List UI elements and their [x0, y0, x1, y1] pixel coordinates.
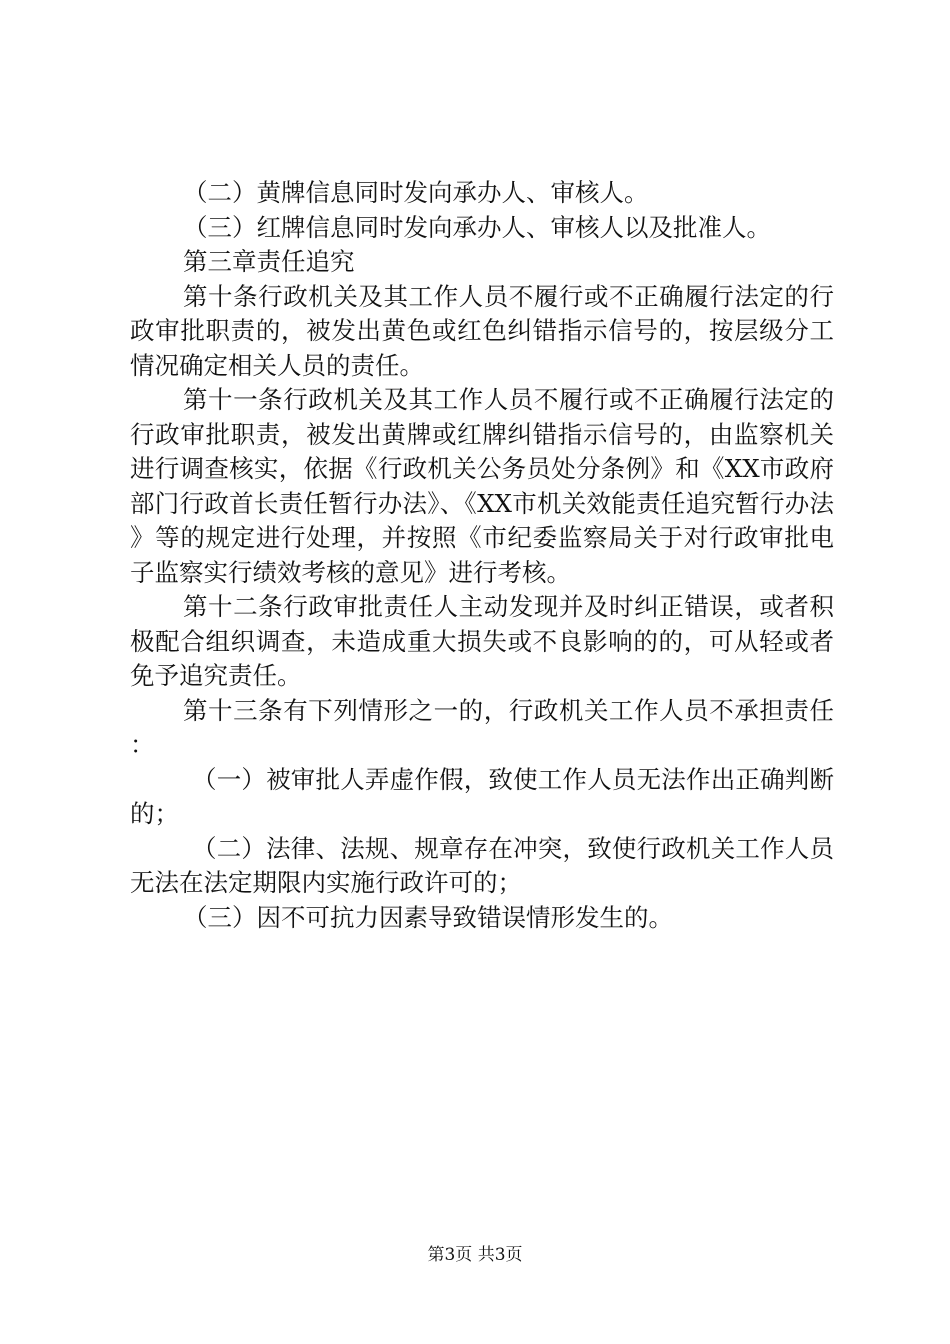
article-13: 第十三条有下列情形之一的，行政机关工作人员不承担责任：	[130, 695, 834, 759]
paragraph-item-3: （三）红牌信息同时发向承办人、审核人以及批准人。	[183, 212, 771, 242]
page-footer	[0, 1244, 950, 1266]
chapter-heading: 第三章责任追究	[183, 247, 355, 276]
paragraph-item-2: （二）黄牌信息同时发向承办人、审核人。	[183, 178, 649, 207]
page-number-label: 第3页 共3页	[427, 1245, 523, 1265]
article-11: 第十一条行政机关及其工作人员不履行或不正确履行法定的行政审批职责，被发出黄牌或红牌纠错指示信号的，由监察机关进行调查核实，依据《行政机关公务员处分条例》和《XX市政府部门行政首长责任暂行办法》、《XX市机关效能责任追究暂行办法》等的规定进行处理，并按照《市纪委监察局关于对行政审批电子监察实行绩效考核的意见》进行考核。	[130, 385, 834, 587]
article-13-item-3: （三）因不可抗力因素导致错误情形发生的。	[183, 902, 673, 932]
article-10: 第十条行政机关及其工作人员不履行或不正确履行法定的行政审批职责的，被发出黄色或红色纠错指示信号的，按层级分工情况确定相关人员的责任。	[130, 281, 834, 380]
document-body	[130, 176, 834, 935]
article-13-item-1: （一）被审批人弄虚作假，致使工作人员无法作出正确判断的；	[130, 764, 834, 828]
article-12: 第十二条行政审批责任人主动发现并及时纠正错误，或者积极配合组织调查，未造成重大损失或不良影响的的，可从轻或者免予追究责任。	[130, 592, 834, 690]
article-13-item-2: （二）法律、法规、规章存在冲突，致使行政机关工作人员无法在法定期限内实施行政许可的；	[130, 833, 834, 897]
